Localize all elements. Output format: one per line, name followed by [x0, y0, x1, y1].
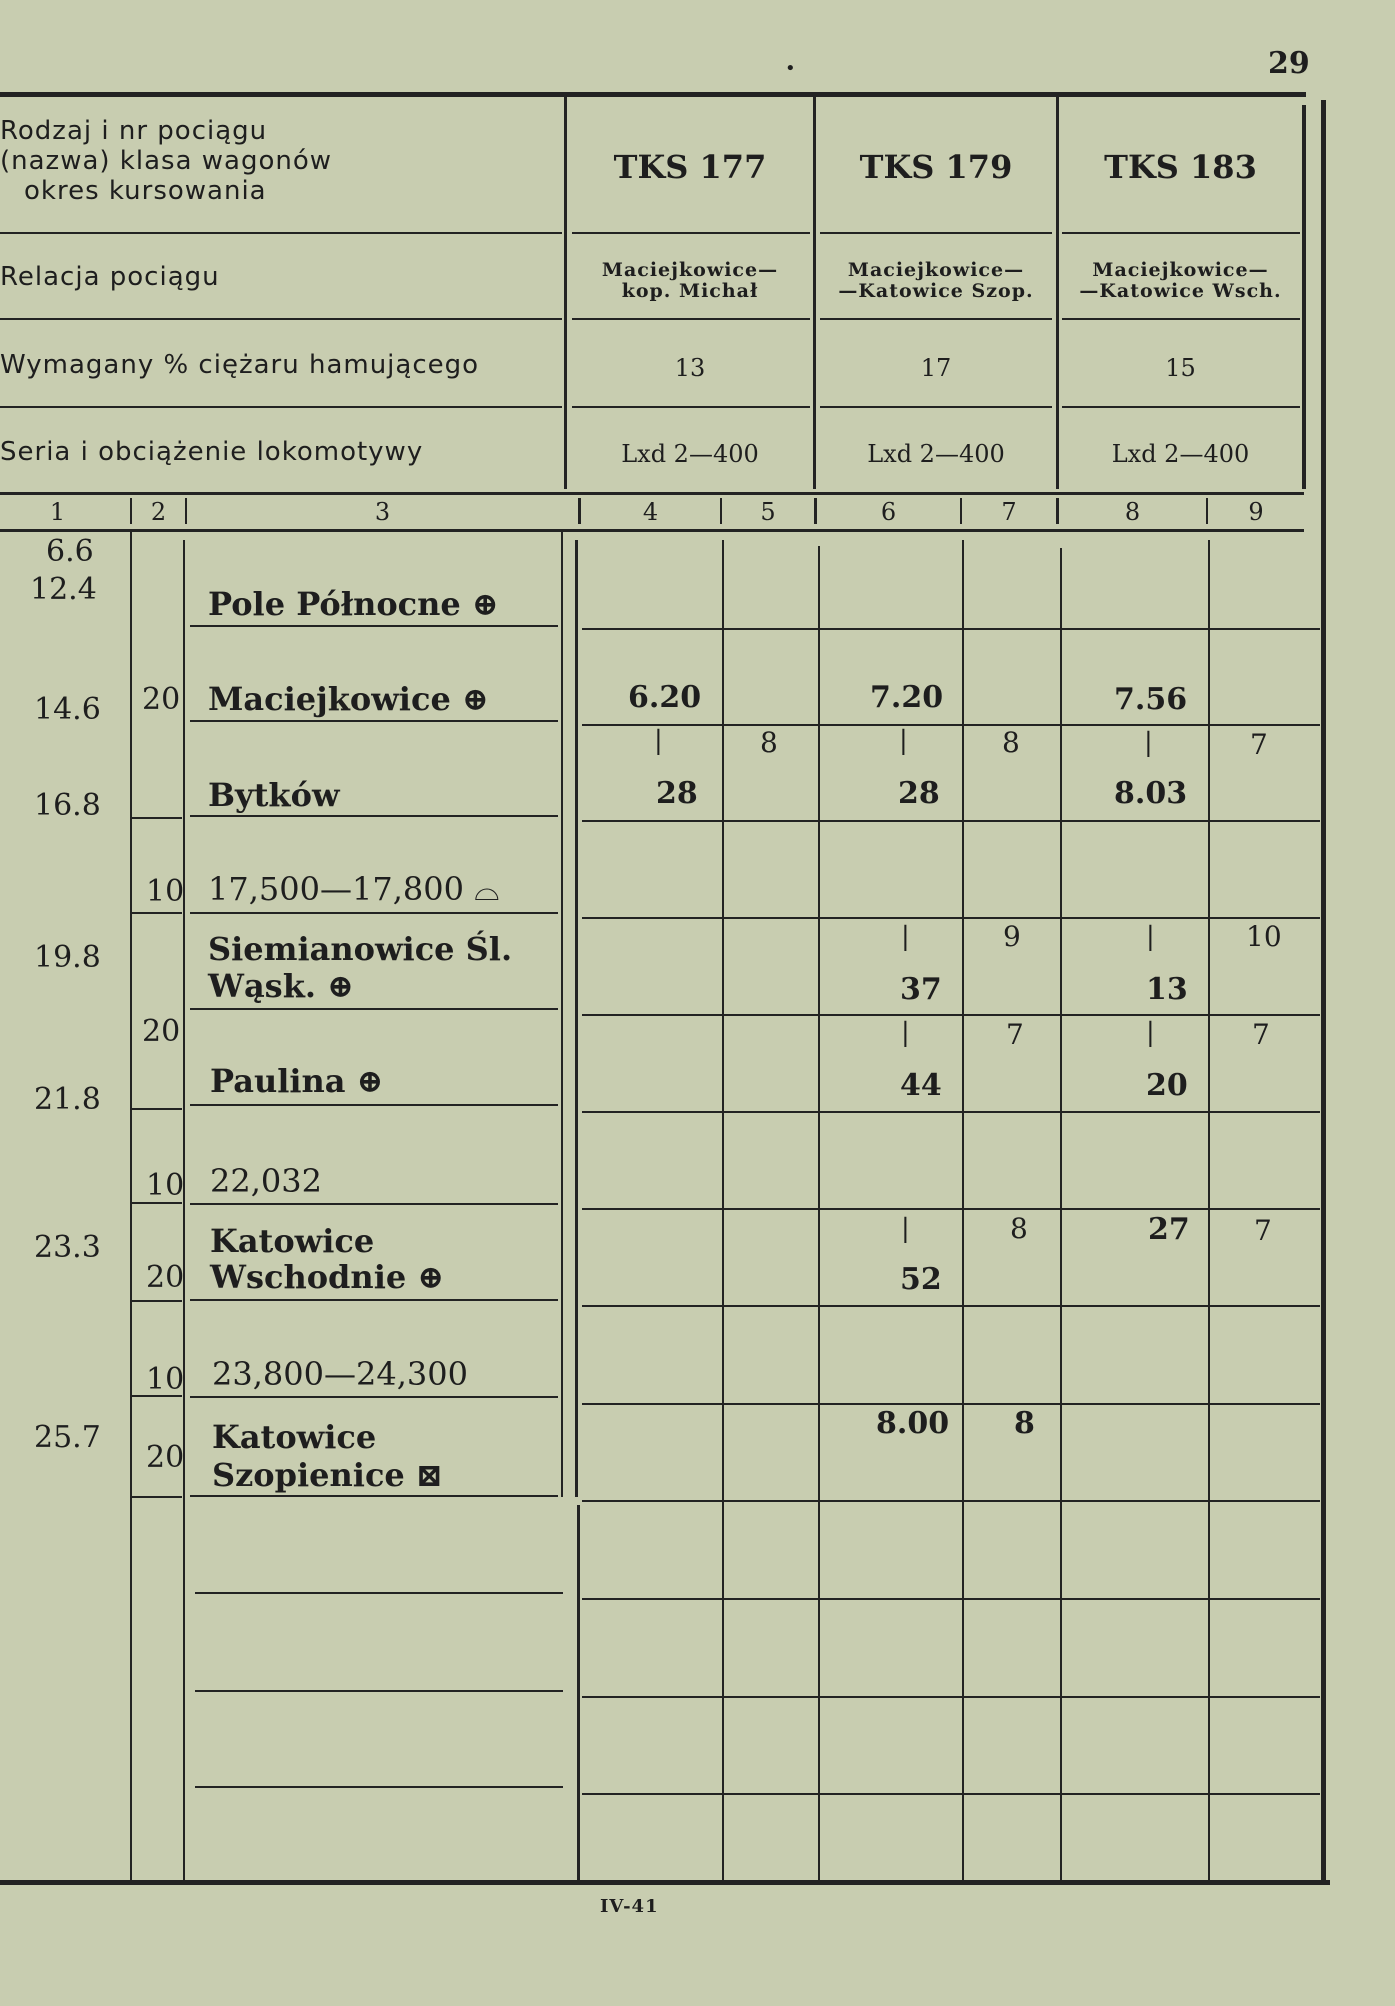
body-vline-6 — [818, 546, 820, 1882]
body-vline-5 — [722, 540, 724, 1882]
tick-mark: | — [654, 726, 663, 756]
station-katowice-wschodnie: Katowice — [210, 1222, 375, 1260]
station-katowice-szopienice-line2: Szopienice ⊠ — [212, 1456, 443, 1494]
header-vline-right — [1302, 105, 1306, 489]
station-pole-polnocne: Pole Północne ⊕ — [208, 585, 499, 623]
time-183-bytkow: 8.03 — [1114, 776, 1188, 811]
runtime-177-bytkow: 8 — [760, 726, 778, 759]
body-vline-9 — [1208, 540, 1210, 1882]
time-177-maciejkowice: 6.20 — [628, 680, 702, 715]
label-locomotive: Seria i obciążenie lokomotywy — [0, 437, 424, 467]
km-21.8: 21.8 — [34, 1082, 101, 1117]
km-19.8: 19.8 — [34, 940, 101, 975]
time-179-bytkow: 28 — [898, 776, 940, 811]
ink-speck: • — [785, 58, 796, 79]
time-179-katowice-szop: 8.00 — [876, 1406, 950, 1441]
label-relation: Relacja pociągu — [0, 262, 220, 292]
speed-limit: 10 — [146, 1168, 185, 1203]
km-12.4: 12.4 — [30, 572, 97, 607]
colnum-5: 5 — [760, 498, 776, 526]
speed-limit: 10 — [146, 874, 185, 909]
label-train-type-3: okres kursowania — [24, 176, 267, 206]
tick-mark: | — [901, 1214, 910, 1244]
speed-limit: 20 — [146, 1440, 185, 1475]
train-name-177: TKS 177 — [613, 148, 767, 186]
relation-183-line-1: Maciejkowice— — [1092, 259, 1269, 281]
speed-limit: 20 — [142, 682, 181, 717]
relation-177-line-2: kop. Michał — [621, 280, 759, 302]
brake-177: 13 — [674, 354, 706, 382]
speed-limit: 20 — [142, 1014, 181, 1049]
loco-177: Lxd 2—400 — [621, 440, 759, 468]
colnum-8: 8 — [1124, 498, 1141, 526]
colnum-3: 3 — [374, 498, 391, 526]
km-16.8: 16.8 — [34, 788, 101, 823]
tick-mark: | — [901, 922, 910, 952]
body-vline-7 — [962, 540, 964, 1882]
speed-limit: 10 — [146, 1362, 185, 1397]
time-183-siemianowice: 13 — [1146, 972, 1188, 1007]
page-number: 29 — [1268, 46, 1310, 81]
relation-179-line-2: —Katowice Szop. — [838, 280, 1034, 302]
top-rule — [0, 92, 1306, 97]
station-bytkow: Bytków — [208, 776, 340, 814]
colnum-1: 1 — [49, 498, 66, 526]
time-183-katowice-wsch-col9: 7 — [1254, 1214, 1272, 1247]
km-25.7: 25.7 — [34, 1420, 101, 1455]
runtime-183-siemianowice: 10 — [1246, 920, 1282, 953]
time-179-katowice-szop-col7: 8 — [1014, 1406, 1035, 1441]
time-183-katowice-wsch: 27 — [1148, 1212, 1190, 1247]
footer-code: IV-41 — [600, 1896, 659, 1917]
brake-179: 17 — [920, 354, 952, 382]
time-183-paulina: 20 — [1146, 1068, 1188, 1103]
km-post-22032: 22,032 — [210, 1162, 322, 1200]
station-katowice-szopienice: Katowice — [212, 1418, 377, 1456]
km-post-17500: 17,500—17,800 ⌓ — [208, 870, 500, 908]
station-katowice-wschodnie-line2: Wschodnie ⊕ — [210, 1258, 445, 1296]
body-vline-8 — [1060, 548, 1062, 1882]
body-vline-2 — [183, 540, 185, 1882]
runtime-179-bytkow: 8 — [1002, 726, 1020, 759]
brake-183: 15 — [1165, 354, 1196, 382]
station-siemianowice: Siemianowice Śl. — [208, 930, 513, 968]
right-border — [1321, 100, 1326, 1884]
time-177-bytkow: 28 — [656, 776, 698, 811]
time-179-maciejkowice: 7.20 — [870, 680, 944, 715]
station-paulina: Paulina ⊕ — [210, 1062, 384, 1100]
tick-mark: | — [899, 726, 908, 756]
colnum-7: 7 — [1001, 498, 1017, 526]
label-brake: Wymagany % ciężaru hamującego — [0, 350, 480, 380]
time-179-katowice-wsch: 52 — [900, 1262, 942, 1297]
bottom-rule — [0, 1880, 1330, 1885]
relation-179-line-1: Maciejkowice— — [847, 259, 1025, 281]
km-post-23800: 23,800—24,300 — [212, 1355, 468, 1393]
loco-179: Lxd 2—400 — [867, 440, 1005, 468]
time-179-paulina: 44 — [900, 1068, 942, 1103]
train-name-179: TKS 179 — [859, 148, 1013, 186]
colnum-4: 4 — [642, 498, 659, 526]
tick-mark: | — [901, 1018, 910, 1048]
body-vline-1 — [130, 532, 132, 1882]
colnum-2: 2 — [150, 498, 167, 526]
colnum-bottom-rule — [0, 529, 1304, 532]
label-train-type-2: (nazwa) klasa wagonów — [0, 146, 333, 176]
body-vline-3 — [561, 532, 563, 1497]
station-maciejkowice: Maciejkowice ⊕ — [208, 680, 489, 718]
label-train-type-1: Rodzaj i nr pociągu — [0, 116, 268, 146]
tick-mark: | — [1146, 1018, 1155, 1048]
runtime-179-katowice-wsch: 8 — [1010, 1212, 1028, 1245]
tick-mark: | — [1144, 728, 1153, 758]
runtime-179-siemianowice: 9 — [1003, 920, 1021, 953]
body-vline-4 — [575, 540, 578, 1497]
time-179-siemianowice: 37 — [900, 972, 942, 1007]
colnum-6: 6 — [880, 498, 897, 526]
station-siemianowice-line2: Wąsk. ⊕ — [208, 967, 354, 1005]
runtime-179-paulina: 7 — [1006, 1018, 1024, 1051]
relation-177-line-1: Maciejkowice— — [601, 259, 779, 281]
runtime-183-paulina: 7 — [1252, 1018, 1270, 1051]
time-183-maciejkowice: 7.56 — [1114, 682, 1188, 717]
colnum-9: 9 — [1248, 498, 1264, 526]
train-name-183: TKS 183 — [1104, 148, 1257, 186]
km-23.3: 23.3 — [34, 1230, 101, 1265]
runtime-183-bytkow: 7 — [1250, 728, 1268, 761]
km-14.6: 14.6 — [34, 692, 101, 727]
km-6.6: 6.6 — [46, 534, 94, 569]
speed-limit: 20 — [146, 1260, 185, 1295]
loco-183: Lxd 2—400 — [1111, 440, 1250, 468]
relation-183-line-2: —Katowice Wsch. — [1079, 280, 1282, 302]
tick-mark: | — [1146, 922, 1155, 952]
